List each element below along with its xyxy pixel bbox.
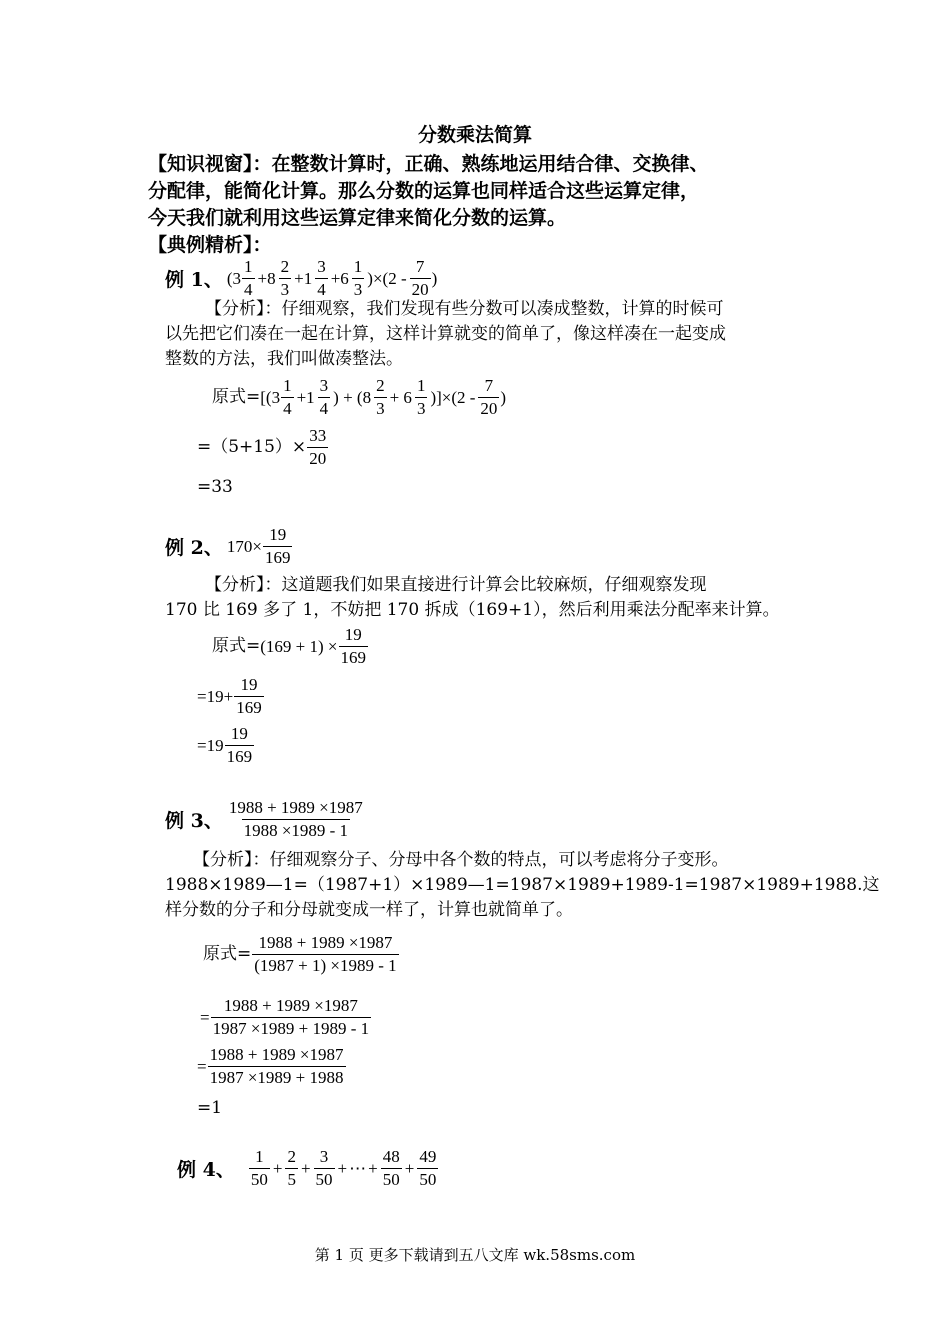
- intro-line-1: [148, 149, 709, 176]
- example-2-analysis-line-1: 【分析】：这道题我们如果直接进行计算会比较麻烦，仔细观察发现: [205, 575, 707, 595]
- fraction: $\frac{1}{50}$: [250, 1147, 268, 1189]
- example-3-analysis-line-3: 样分数的分子和分母就变成一样了，计算也就简单了。: [165, 900, 573, 920]
- fraction: $\frac{1}{3}$: [353, 257, 363, 299]
- page-footer: 第 1 页 更多下载请到五八文库 wk.58sms.com: [314, 1246, 636, 1264]
- fraction: $\frac{19}{169}$: [226, 724, 253, 766]
- fraction: $\frac{3}{4}$: [319, 376, 329, 418]
- page-title: 分数乘法简算: [417, 124, 532, 146]
- example-4-problem: 例 4、 $\frac{1}{50}$ + $\frac{2}{5}$ + $\frac{3}{50}$ + ⋯ + $\frac{48}{50}$ + $\frac{49}{50}$: [177, 1147, 437, 1189]
- fraction: $\frac{2}{3}$: [376, 376, 385, 418]
- example-1-problem: 例 1、 (3 $\frac{1}{4}$ +8 $\frac{2}{3}$ +1 $\frac{3}{4}$ +6 $\frac{1}{3}$ )×(2 - $\frac{7}{20}$ ): [165, 257, 438, 299]
- fraction: $\frac{19}{169}$: [264, 525, 291, 567]
- example-2-step-2: =19+ $\frac{19}{169}$: [197, 675, 262, 717]
- fraction: $\frac{3}{4}$: [317, 257, 326, 299]
- example-3-step-1: 原式= $\frac{1988 + 1989 \times 1987}{(1987 + 1) \times 1989 - 1}$: [203, 933, 397, 975]
- fraction: $\frac{7}{20}$: [480, 376, 498, 418]
- example-1-analysis-line-2: 以先把它们凑在一起在计算，这样计算就变的简单了，像这样凑在一起变成: [165, 324, 726, 344]
- intro-line-2: 分配律，能简化计算。那么分数的运算也同样适合这些运算定律，: [148, 180, 700, 202]
- fraction: $\frac{19}{169}$: [340, 625, 366, 667]
- fraction: $\frac{2}{3}$: [280, 257, 290, 299]
- example-1-analysis-line-1: 【分析】：仔细观察，我们发现有些分数可以凑成整数，计算的时候可: [205, 299, 724, 319]
- fraction: $\frac{1988 + 1989 \times 1987}{1987 \times 1989 + 1988}$: [209, 1045, 344, 1087]
- example-1-step-1: 原式= [(3 $\frac{1}{4}$ +1 $\frac{3}{4}$ ) + (8 $\frac{2}{3}$ + 6 $\frac{1}{3}$ )]×(2 - $\frac{7}{20}$ ): [212, 376, 507, 418]
- example-1-label: 例 1、: [165, 269, 223, 291]
- analysis-label: 【分析】：: [193, 850, 270, 870]
- example-3-step-3: = $\frac{1988 + 1989 \times 1987}{1987 \times 1989 + 1988}$: [197, 1045, 344, 1087]
- section-label: 【典例精析】：: [148, 234, 272, 256]
- example-1-step-2: =（5+15）× $\frac{33}{20}$: [197, 426, 327, 468]
- fraction: $\frac{1988 + 1989 \times 1987}{(1987 + 1) \times 1989 - 1}$: [254, 933, 397, 975]
- example-2-analysis-line-2: 170 比 169 多了 1，不妨把 170 拆成（169+1），然后利用乘法分配率来计算。: [165, 600, 780, 620]
- fraction: $\frac{3}{50}$: [315, 1147, 333, 1189]
- example-3-analysis-line-1: 【分析】：仔细观察分子、分母中各个数的特点，可以考虑将分子变形。: [193, 850, 729, 870]
- fraction: $\frac{7}{20}$: [411, 257, 429, 299]
- fraction: $\frac{19}{169}$: [236, 675, 262, 717]
- example-1-analysis-line-3: 整数的方法，我们叫做凑整法。: [165, 349, 403, 369]
- intro-line-3: 今天我们就利用这些运算定律来简化分数的运算。: [148, 207, 567, 229]
- fraction: $\frac{1}{4}$: [244, 257, 253, 299]
- fraction: $\frac{1}{3}$: [416, 376, 426, 418]
- example-2-problem: 例 2、 170× $\frac{19}{169}$: [165, 525, 291, 567]
- example-3-result: =1: [197, 1098, 223, 1118]
- example-3-problem: [165, 797, 366, 842]
- example-3-analysis-line-2: 1988×1989—1=（1987+1）×1989—1=1987×1989+1989-1=1987×1989+1988.这: [165, 875, 880, 895]
- fraction: $\frac{1}{4}$: [283, 376, 292, 418]
- analysis-label: 【分析】：: [205, 575, 282, 595]
- example-2-step-1: 原式= (169 + 1) × $\frac{19}{169}$: [212, 625, 366, 667]
- example-1-result: =33: [197, 477, 233, 497]
- fraction: $\frac{48}{50}$: [382, 1147, 400, 1189]
- fraction: $\frac{49}{50}$: [419, 1147, 437, 1189]
- fraction: $\frac{33}{20}$: [309, 426, 327, 468]
- example-3-label: 例 3、: [165, 810, 223, 832]
- example-2-step-3: =19 $\frac{19}{169}$: [197, 724, 253, 766]
- ellipsis: ⋯: [349, 1158, 367, 1178]
- example-2-label: 例 2、: [165, 537, 223, 559]
- intro-label: 【知识视窗】：: [148, 153, 272, 175]
- example-4-label: 例 4、: [177, 1159, 235, 1181]
- fraction: $\frac{2}{5}$: [287, 1147, 296, 1189]
- fraction: $\frac{1988 + 1989 \times 1987}{1988 \times 1989 - 1}$: [228, 798, 363, 840]
- example-3-step-2: = $\frac{1988 + 1989 \times 1987}{1987 \times 1989 + 1989 - 1}$: [200, 996, 370, 1038]
- analysis-label: 【分析】：: [205, 299, 282, 319]
- intro-text-1: 在整数计算时，正确、熟练地运用结合律、交换律、: [271, 153, 709, 175]
- fraction: $\frac{1988 + 1989 \times 1987}{1987 \times 1989 + 1989 - 1}$: [212, 996, 370, 1038]
